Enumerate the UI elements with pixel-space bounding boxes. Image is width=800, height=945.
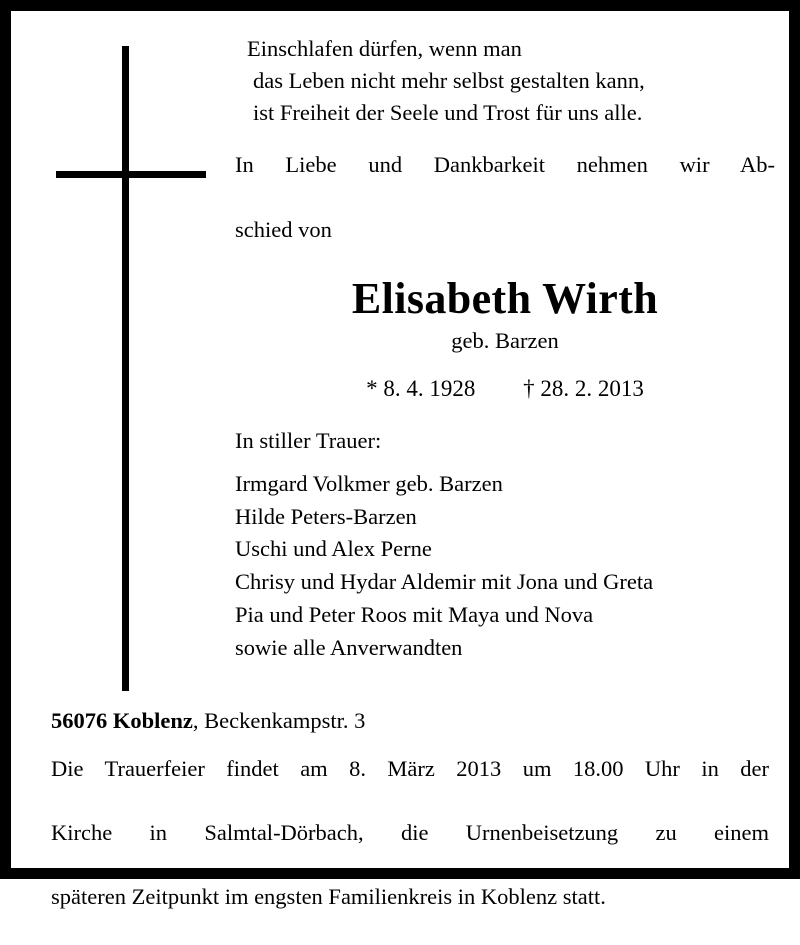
- mourners-heading: In stiller Trauer:: [235, 427, 382, 453]
- service-details: [51, 753, 769, 945]
- life-dates: [235, 376, 775, 402]
- cross-horizontal-bar: [56, 171, 206, 178]
- deceased-maiden-name: geb. Barzen: [451, 327, 559, 353]
- service-line-1: Die Trauerfeier findet am 8. März 2013 um 18.00 Uhr in der: [51, 756, 769, 781]
- deceased-name: Elisabeth Wirth: [351, 273, 659, 323]
- cross-vertical-bar: [122, 46, 129, 691]
- death-date: † 28. 2. 2013: [523, 375, 644, 401]
- verse-line-2: das Leben nicht mehr selbst gestalten kann,: [253, 67, 645, 93]
- list-item: Chrisy und Hydar Aldemir mit Jona und Greta: [235, 569, 654, 595]
- verse-line-1: Einschlafen dürfen, wenn man: [247, 36, 522, 61]
- verse-block: [235, 33, 775, 129]
- cross-icon: [56, 46, 216, 696]
- address-city: 56076 Koblenz: [51, 708, 193, 733]
- verse-line-3: ist Freiheit der Seele und Trost für uns alle.: [253, 99, 643, 125]
- list-item: sowie alle Anverwandten: [235, 634, 463, 660]
- address-street: , Beckenkampstr. 3: [192, 708, 366, 733]
- list-item: Hilde Peters-Barzen: [235, 503, 417, 529]
- birth-date: * 8. 4. 1928: [366, 375, 476, 401]
- notice-text-column: [235, 33, 775, 665]
- intro-block: [235, 149, 775, 247]
- mourners-list: [235, 468, 775, 665]
- list-item: Irmgard Volkmer geb. Barzen: [235, 470, 503, 496]
- list-item: Uschi und Alex Perne: [235, 536, 432, 562]
- intro-line-1: In Liebe und Dankbarkeit nehmen wir Ab-: [235, 151, 775, 177]
- list-item: Pia und Peter Roos mit Maya und Nova: [235, 602, 594, 628]
- address-line: [51, 708, 771, 734]
- service-line-2: Kirche in Salmtal-Dörbach, die Urnenbeisetzung zu einem: [51, 819, 769, 845]
- intro-line-2: schied von: [235, 217, 332, 243]
- service-line-3: späteren Zeitpunkt im engsten Familienkreis in Koblenz statt.: [51, 883, 606, 909]
